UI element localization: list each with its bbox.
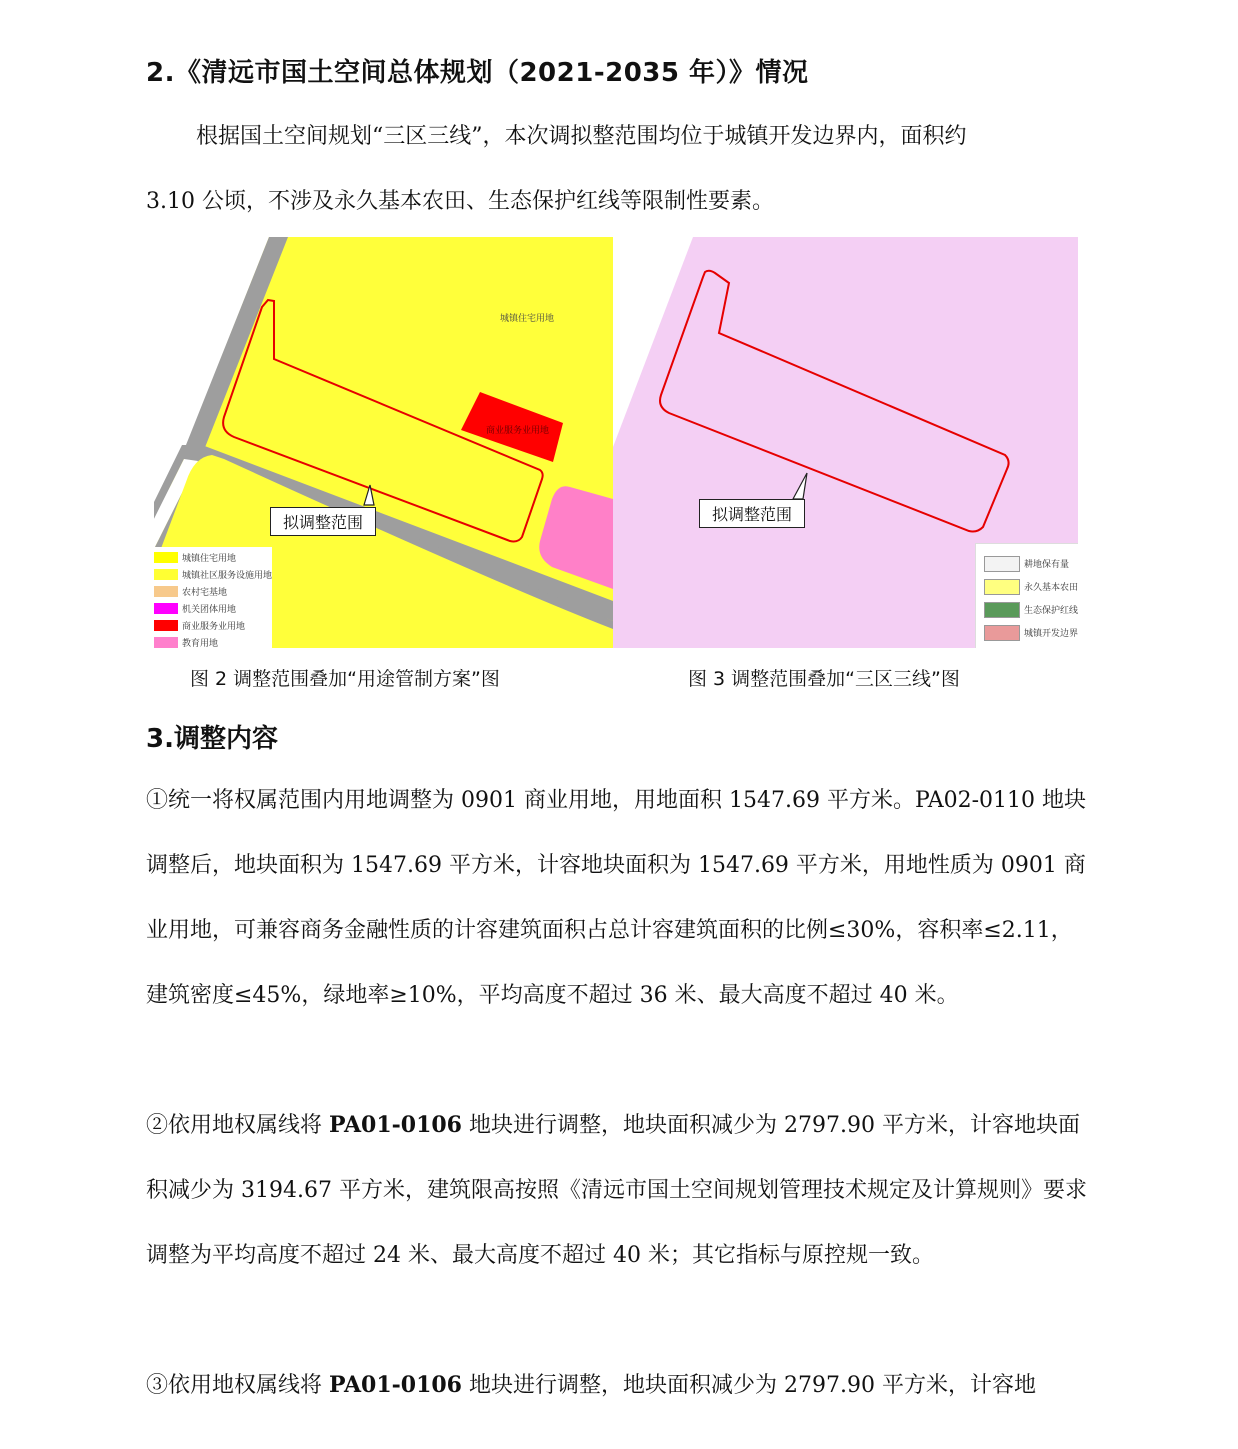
legend-item: 耕地保有量 xyxy=(984,552,1078,575)
item3-prefix: ③依用地权属线将 xyxy=(146,1373,329,1398)
item2-paragraph xyxy=(146,1093,1090,1288)
legend-item: 永久基本农田 xyxy=(984,575,1078,598)
figure2-caption: 图 2 调整范围叠加“用途管制方案”图 xyxy=(190,668,500,690)
legend-item: 农村宅基地 xyxy=(154,583,272,600)
item2-rest: 地块进行调整，地块面积减少为 2797.90 平方米，计容地块面积减少为 3194.67 平方米，建筑限高按照《清远市国土空间规划管理技术规定及计算规则》要求调整为平均高度不超过 24 米、最大高度不超过 40 米；其它指标与原控规一致。 xyxy=(146,1113,1087,1268)
legend-item: 教育用地 xyxy=(154,634,272,648)
item2-prefix: ②依用地权属线将 xyxy=(146,1113,329,1138)
legend-item: 城镇住宅用地 xyxy=(154,549,272,566)
legend-item: 生态保护红线 xyxy=(984,598,1078,621)
figure2-map xyxy=(154,237,613,648)
section-heading-3: 3.调整内容 xyxy=(146,724,278,754)
legend-item: 城镇开发边界 xyxy=(984,621,1078,644)
figure3-map xyxy=(613,237,1078,648)
section2-line1: 根据国土空间规划“三区三线”，本次调拟整范围均位于城镇开发边界内，面积约 xyxy=(196,124,967,149)
label-commercial: 商业服务业用地 xyxy=(486,426,550,436)
figure3-caption: 图 3 调整范围叠加“三区三线”图 xyxy=(688,668,960,690)
figure3-callout: 拟调整范围 xyxy=(699,499,805,528)
item2-code: PA01-0106 xyxy=(329,1112,462,1138)
figure2-legend xyxy=(154,547,272,648)
item3-code: PA01-0106 xyxy=(329,1372,462,1398)
label-residential: 城镇住宅用地 xyxy=(500,314,555,324)
section2-line2: 3.10 公顷，不涉及永久基本农田、生态保护红线等限制性要素。 xyxy=(146,189,774,214)
figure2-callout: 拟调整范围 xyxy=(270,507,376,536)
item3-rest: 地块进行调整，地块面积减少为 2797.90 平方米，计容地 xyxy=(462,1373,1036,1398)
item3-paragraph xyxy=(146,1353,1090,1418)
section2-paragraph xyxy=(146,104,1090,234)
legend-item: 商业服务业用地 xyxy=(154,617,272,634)
legend-item: 机关团体用地 xyxy=(154,600,272,617)
section-heading-2: 2.《清远市国土空间总体规划（2021-2035 年）》情况 xyxy=(146,58,809,88)
legend-item: 城镇社区服务设施用地 xyxy=(154,566,272,583)
figure3-legend xyxy=(975,543,1078,648)
item1-paragraph: ①统一将权属范围内用地调整为 0901 商业用地，用地面积 1547.69 平方米。PA02-0110 地块调整后，地块面积为 1547.69 平方米，计容地块面积为 1547.69 平方米，用地性质为 0901 商业用地，可兼容商务金融性质的计容建筑面积占总计容建筑面积的比例≤30%，容积率≤2.11，建筑密度≤45%，绿地率≥10%，平均高度不超过 36 米、最大高度不超过 40 米。 xyxy=(146,788,1087,1008)
